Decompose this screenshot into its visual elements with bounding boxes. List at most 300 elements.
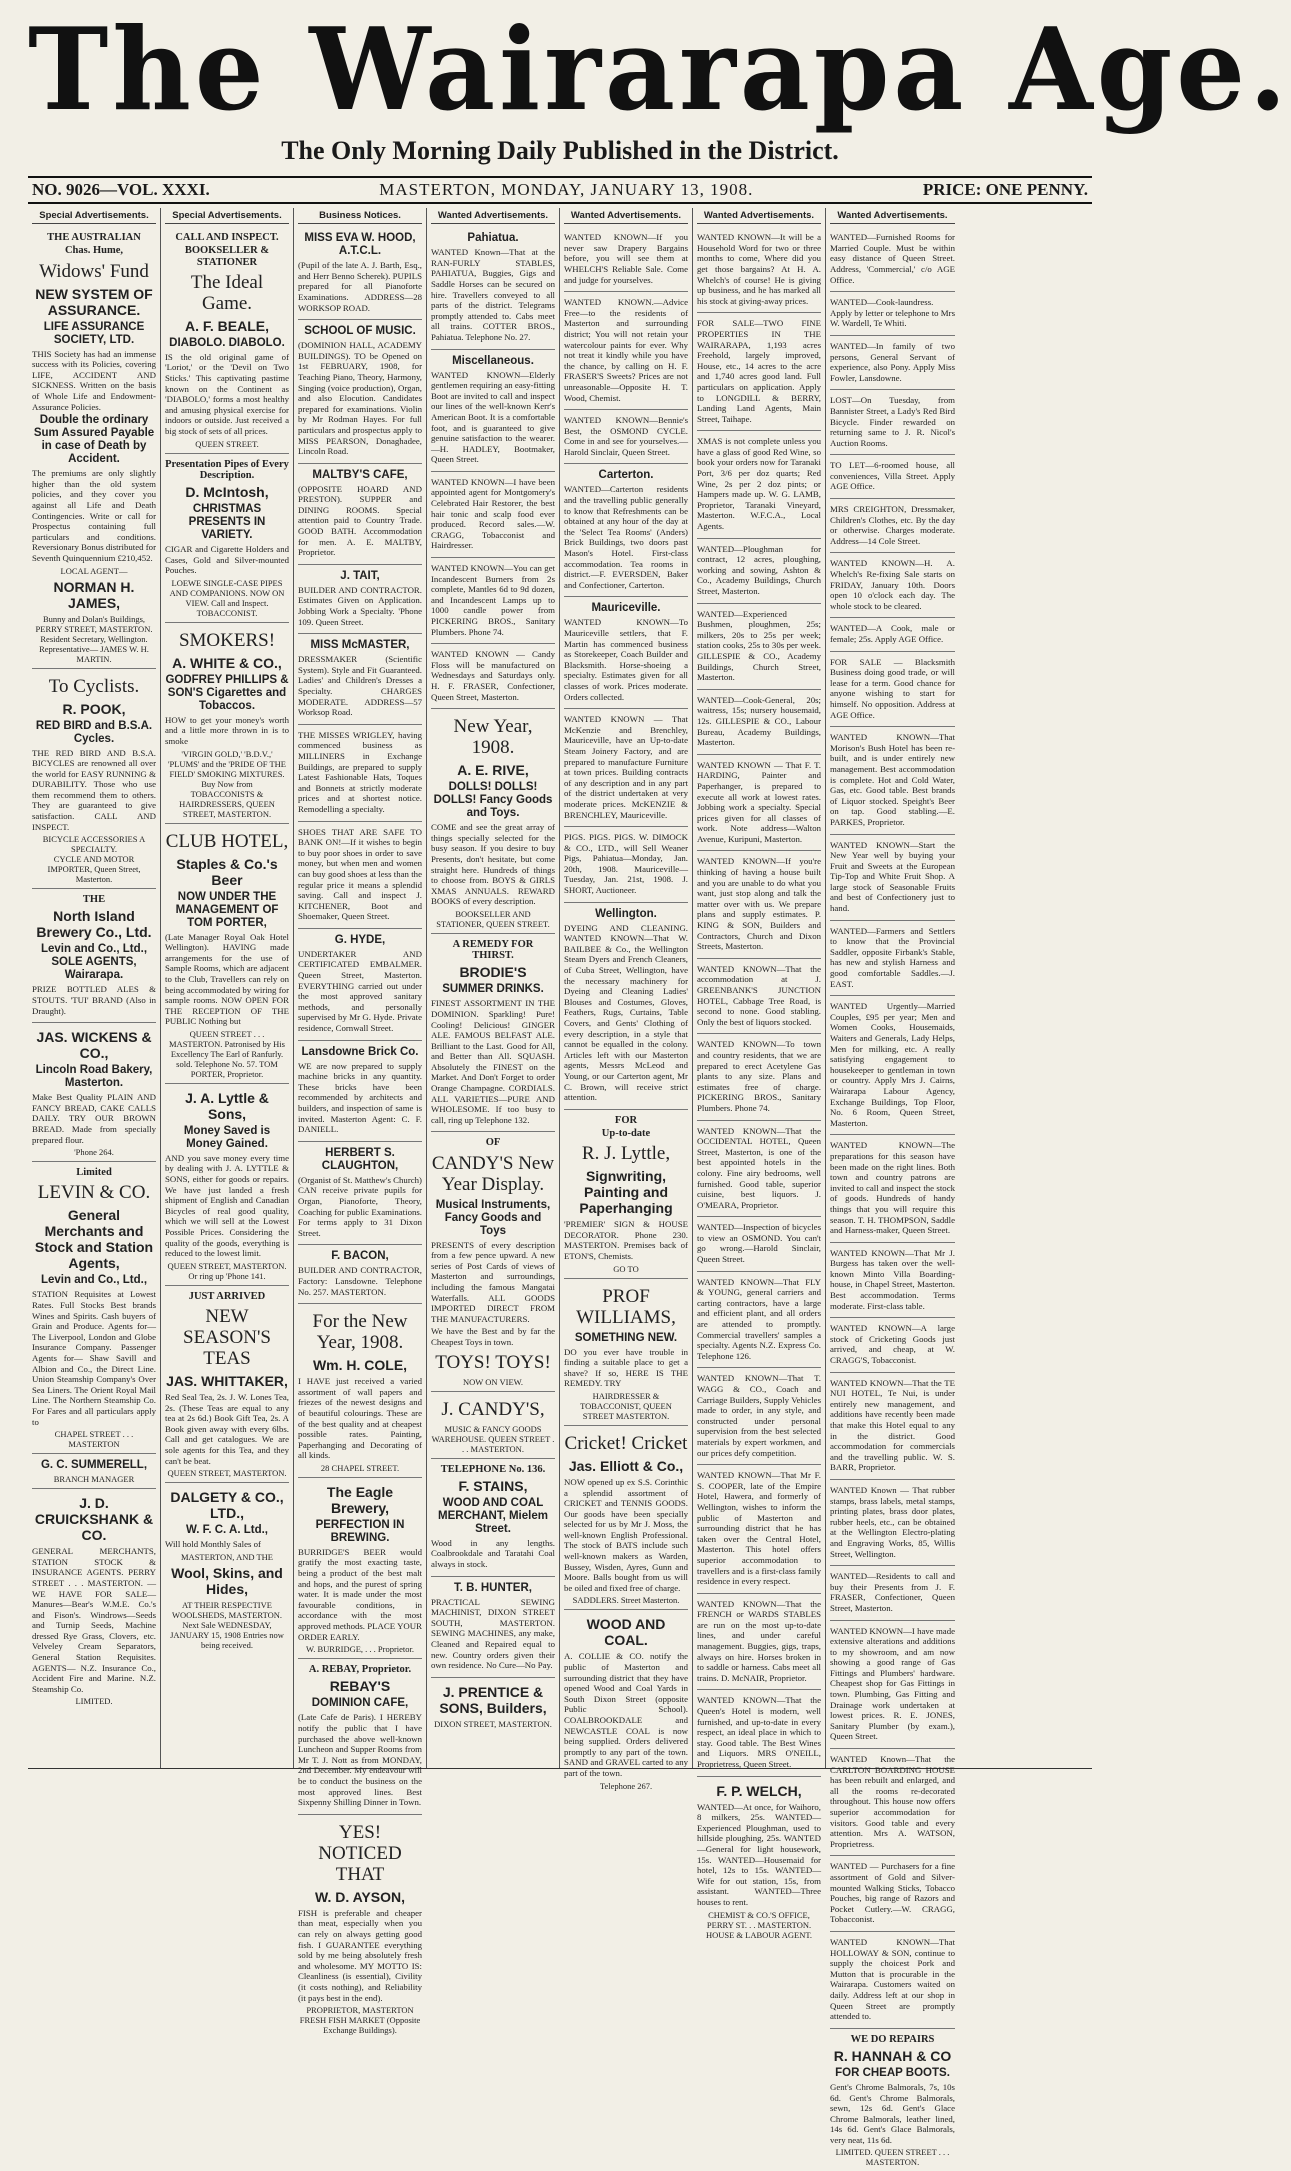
column-header: Wanted Advertisements. — [431, 208, 555, 224]
ad-h-text: Wellington. — [595, 907, 657, 920]
column-1 — [28, 208, 161, 1768]
ad-ody-text: FINEST ASSORTMENT IN THE DOMINION. Sparkling! Pure! Cooling! Delicious! GINGER ALE. FAMOUS BELFAST ALE. Brilliant to the Last. Good for All, and Better than All. SQUASH. Absolutely the FINEST on the Market. And Don't Forget to order Orange Champagne. CORDIALS. ALL VARIETIES—PURE AND WHOLESOME. If too busy to call, ring up Telephone 132. — [431, 998, 555, 1125]
ad-small-text: GO TO — [613, 1263, 639, 1274]
advertisement — [431, 350, 555, 472]
column-header: Special Advertisements. — [32, 208, 156, 224]
ad-ody-text: AND you save money every time by dealing with J. A. LYTTLE & SONS, either for goods or repairs. We have just landed a fresh shipment of English and Canadian Bicycles of real good quality, which we will sell at the Lowest Possible Prices. Considering the quality of the goods, everything is reduced to the lowest limit. — [165, 1152, 289, 1259]
ad-ody-text: DYEING AND CLEANING. WANTED KNOWN—That W. BAILBEE & Co., the Wellington Steam Dyers and French Cleaners, of Cuba Street, Wellington, have the necessary machinery for Dyeing and Cleaning Ladies' Blouses and Costumes, Gloves, Feathers, Rugs, Curtains, Table Covers, and Gents' Clothing of every description, in a style that cannot be equalled in the colony. Articles left with our Masterton agents, Messrs McLeod and Young, or our Carterton agent, Mr C. Brown, will receive strict attention. — [564, 922, 688, 1103]
ad-h-text: F. BACON, — [331, 1250, 389, 1263]
newspaper-title: The Wairarapa Age. — [28, 3, 1291, 137]
advertisement — [564, 709, 688, 827]
ad-ig-text: The Ideal Game. — [190, 271, 264, 314]
ad-ody-text: WANTED—Residents to call and buy their Presents from J. F. FRASER, Confectioner, Queen Street, Masterton. — [830, 1571, 955, 1613]
advertisement — [298, 1815, 422, 2039]
advertisement — [431, 934, 555, 1133]
ad-h-text: LIFE ASSURANCE SOCIETY, LTD. — [43, 320, 145, 346]
advertisement — [697, 1368, 821, 1465]
advertisement — [697, 227, 821, 313]
advertisement — [697, 690, 821, 755]
advertisement — [298, 1041, 422, 1142]
ad-ody-text: NOW opened up ex S.S. Corinthic a splendid assortment of CRICKET and TENNIS GOODS. Our goods have been specially selected for us by Mr J. Moss, the well-known English Professional. The stock of BATS include such well-known makers as Warden, Bussey, Wisden, Ayres, Gunn and Moore. Balls bought from us will be oiled and fixed free of charge. — [564, 1476, 688, 1593]
ad-h-text: NORMAN H. JAMES, — [53, 578, 135, 611]
ad-small-text: TOBACCONISTS & HAIRDRESSERS, QUEEN STREET, MASTERTON. — [179, 788, 275, 819]
ad-small-text: NOW ON VIEW. — [462, 1376, 524, 1387]
advertisement — [830, 227, 955, 292]
ad-h-text: F. P. WELCH, — [716, 1782, 802, 1799]
advertisement — [697, 1594, 821, 1691]
ad-ody-text: WANTED—Experienced Bushmen, ploughmen, 25s; milkers, 20s to 25s per week; station cooks, 25s to 30s per week. GILLESPIE & CO., Academy Buildings, Church Street, Masterton. — [697, 608, 821, 683]
ad-ody-text: THE RED BIRD AND B.S.A. BICYCLES are renowned all over the world for EASY RUNNING & DURABILITY. Those who use them recommend them to others. They are guaranteed to give satisfaction. CALL AND INSPECT. — [32, 747, 156, 832]
ad-h-text: A. E. RIVE, — [457, 762, 529, 779]
advertisement — [830, 390, 955, 455]
ad-h-text: F. STAINS, — [458, 1477, 528, 1494]
ad-h-text: Staples & Co.'s Beer — [176, 855, 278, 888]
advertisement — [564, 292, 688, 410]
column-7 — [826, 208, 959, 2168]
ad-small-text: BOOKSELLER AND STATIONER, QUEEN STREET. — [436, 908, 550, 929]
ad-h-text: Presentation Pipes of Every Description. — [165, 458, 289, 481]
ad-small-text: W. BURRIDGE, . . . Proprietor. — [305, 1644, 415, 1655]
ad-ig-text: YES! NOTICED THAT — [318, 1821, 402, 1885]
ad-ody-text: WANTED—Furnished Rooms for Married Couple. Must be within easy distance of Queen Street. Address, 'Commercial,' c/o AGE Office. — [830, 232, 955, 285]
ad-h-text: Chas. Hume, — [64, 245, 124, 257]
ad-h-text: North Island Brewery Co., Ltd. — [36, 908, 152, 941]
ad-ody-text: WANTED KNOWN—That the Queen's Hotel is modern, well furnished, and up-to-date in every respect, an ideal place in which to stay. Good table. The Best Wines and Liquors. MRS O'NEILL, Proprietress, Queen Street. — [697, 1695, 821, 1770]
advertisement — [830, 292, 955, 336]
ad-h-text: R. POOK, — [62, 700, 126, 717]
ad-ig-text: CANDY'S New Year Display. — [431, 1152, 555, 1195]
ad-ody-text: WANTED KNOWN—Elderly gentlemen requiring an easy-fitting Boot are invited to call and inspect our lines of the well-known Kerr's American Boot. It is a comfortable foot, and is guaranteed to give genuine satisfaction to the wearer.—H. HADLEY, Bootmaker, Queen Street. — [431, 369, 555, 465]
column-5 — [560, 208, 693, 1791]
ad-h-text: RED BIRD and B.S.A. Cycles. — [35, 719, 153, 745]
ad-h-text: JAS. WICKENS & CO., — [36, 1029, 152, 1062]
ad-ig-text: TOYS! TOYS! — [435, 1351, 551, 1373]
ad-ody-text: PRIZE BOTTLED ALES & STOUTS. 'TUI' BRAND (Also in Draught). — [32, 984, 156, 1016]
ad-ody-text: WANTED KNOWN—A large stock of Cricketing Goods just arrived, and cheap, at W. CRAGG'S, Tobacconist. — [830, 1323, 955, 1366]
ad-h-text: A. REBAY, Proprietor. — [308, 1664, 412, 1676]
advertisement — [165, 623, 289, 824]
ad-small-text: HAIRDRESSER & TOBACCONIST, QUEEN STREET MASTERTON. — [580, 1390, 672, 1421]
ad-ody-text: PRESENTS of every description from a few pence upward. A new series of Post Cards of views of Masterton and surroundings, including the famous Mangatai Waterfalls. ALL GOODS IMPORTED DIRECT FROM THE MANUFACTURERS. — [431, 1239, 555, 1324]
advertisement — [298, 725, 422, 822]
ad-ody-text: WANTED KNOWN—That Mr J. Burgess has taken over the well-known Minto Villa Boarding-house, in Chapel Street, Masterton. Best accommodation. Terms moderate. First-class table. — [830, 1247, 955, 1311]
ad-h-text: THE — [82, 894, 106, 906]
advertisement — [564, 410, 688, 464]
ad-small-text: BICYCLE ACCESSORIES A SPECIALTY. — [42, 834, 146, 855]
ad-h-text: A REMEDY FOR THIRST. — [452, 938, 534, 962]
ad-h-text: Double the ordinary Sum Assured Payable in case of Death by Accident. — [33, 414, 155, 466]
advertisement — [298, 1304, 422, 1478]
advertisement — [830, 1243, 955, 1319]
ad-ody-text: WANTED KNOWN—That Morison's Bush Hotel has been re-built, and is under entirely new management. Best accommodation is complete. Hot and Cold Water, Gas, etc. Good table. Best brands of Liquor stocked. Speight's Beer on tap. Good stabling.—E. PARKES, Proprietor. — [830, 732, 955, 827]
advertisement — [298, 634, 422, 725]
ad-small-text: QUEEN STREET . . . MASTERTON. Patronised by His Excellency The Earl of Ranfurly. — [169, 1028, 285, 1059]
ad-ody-text: WANTED KNOWN—Bennie's Best, the OSMOND CYCLE. Come in and see for yourselves.—Harold Sinclair, Queen Street. — [564, 415, 688, 457]
ad-h-text: Miscellaneous. — [452, 354, 534, 367]
ad-ody-text: PRACTICAL SEWING MACHINIST, DIXON STREET SOUTH, MASTERTON. SEWING MACHINES, any make, Cleaned and Repaired equal to new. Country orders given their own residence. No Cure—No Pay. — [431, 1596, 555, 1671]
ad-ody-text: I HAVE just received a varied assortment of wall papers and friezes of the newest designs and of beautiful colourings. These are of the best quality and at cheapest possible rates. Painting, Paperhanging and Decorating of all kinds. — [298, 1376, 422, 1461]
ad-ig-text: PROF WILLIAMS, — [576, 1285, 676, 1328]
column-header: Wanted Advertisements. — [564, 208, 688, 224]
advertisement — [697, 1777, 821, 1944]
ad-h-text: OF — [485, 1137, 501, 1149]
column-header: Special Advertisements. — [165, 208, 289, 224]
ad-h-text: MALTBY'S CAFE, — [312, 468, 408, 481]
advertisement — [431, 558, 555, 644]
price: PRICE: ONE PENNY. — [922, 180, 1088, 199]
ad-ody-text: WANTED KNOWN—That the FRENCH or WARDS STABLES are run on the most up-to-date lines, and under careful management. Buggies, gigs, traps, always on hire. Horses broken in to saddle or harness. Cabs meet all trains. D. McNAIR, Proprietor. — [697, 1598, 821, 1683]
ad-ody-text: MRS CREIGHTON, Dressmaker, Children's Clothes, etc. By the day or otherwise. Charges moderate. Address—14 Cole Street. — [830, 504, 955, 546]
issue-number: NO. 9026—VOL. XXXI. — [32, 180, 210, 199]
ad-ody-text: (Late Manager Royal Oak Hotel Wellington). HAVING made arrangements for the use of Sample Rooms, which are adjacent to the Club, Travellers can rely on being accommodated by wiring for sample rooms. NOW OPEN FOR THE RECEPTION OF THE PUBLIC Nothing but — [165, 931, 289, 1027]
ad-ody-text: COME and see the great array of things specially selected for the busy season. If you desire to buy Presents, don't hesitate, but come straight here. Hundreds of things to choose from. BOYS & GIRLS XMAS ANNUALS. REWARD BOOKS of every description. — [431, 822, 555, 907]
ad-ody-text: WANTED—Cook-General, 20s; waitress, 15s; nursery housemaid, 12s. GILLESPIE & CO., Labour Bureau, Academy Buildings, Masterton. — [697, 694, 821, 748]
ad-ody-text: WANTED KNOWN—That the TE NUI HOTEL, Te Nui, is under entirely new management, and additions have recently been made that make this Hotel equal to any in the district. Good accommodation for commercials and the travelling public. W. S. BARR, Proprietor. — [830, 1377, 955, 1473]
ad-ody-text: WANTED KNOWN—The preparations for this season have been made on the right lines. Both town and country patrons are invited to call and inspect the stock of goods. Hundreds of handy things that you will require this season. T. H. THOMPSON, Saddle and Harness-maker, Queen Street. — [830, 1140, 955, 1236]
advertisement — [697, 431, 821, 538]
ad-ody-text: WANTED Known — That rubber stamps, brass labels, metal stamps, printing plates, brass door plates, rubber heels, etc., can be obtained at the Wellington Electro-plating and Engraving Works, 85, Willis Street, Wellington. — [830, 1484, 955, 1559]
ad-h-text: Mauriceville. — [591, 602, 661, 615]
advertisement — [32, 1454, 156, 1489]
advertisement — [697, 1034, 821, 1120]
advertisement — [165, 1084, 289, 1286]
advertisement — [697, 313, 821, 431]
advertisement — [564, 1426, 688, 1611]
ad-h-text: W. F. C. A. Ltd., — [186, 1524, 268, 1537]
advertisement — [830, 336, 955, 390]
advertisement — [697, 1121, 821, 1218]
ad-small-text: Bunny and Dolan's Buildings, PERRY STREET, MASTERTON. — [35, 613, 153, 634]
advertisement — [298, 929, 422, 1041]
advertisement — [830, 1932, 955, 2029]
ad-h-text: PERFECTION IN BREWING. — [315, 1518, 405, 1544]
ad-small-text: CHEMIST & CO.'S OFFICE, PERRY ST. . . MASTERTON. HOUSE & LABOUR AGENT. — [705, 1909, 813, 1940]
column-3 — [294, 208, 427, 2036]
ad-ody-text: We have the Best and by far the Cheapest Toys in town. — [431, 1326, 555, 1347]
ad-ody-text: WANTED KNOWN—It will be a Household Word for two or three months to come, Where did you get those bargains? At H. A. Whelch's of course! He is giving up business, and he has marked all his stock at giving-away prices. — [697, 232, 821, 306]
ad-ody-text: Red Seal Tea, 2s. J. W. Lones Tea, 2s. (These Teas are equal to any tea at 2s 6d.) Book Gift Tea, 2s. A Book given away with every 6lbs. Call and get catalogues. We are sole agents for this Tea, and they can't be beat. — [165, 1392, 289, 1466]
advertisement — [431, 1392, 555, 1459]
ad-h-text: DOMINION CAFE, — [311, 1697, 409, 1710]
ad-small-text: MUSIC & FANCY GOODS WAREHOUSE. QUEEN STREET . . . MASTERTON. — [431, 1423, 555, 1454]
ad-ody-text: WANTED KNOWN—To Mauriceville settlers, that F. Martin has commenced business as Storekeeper, Coach Builder and Blacksmith. Horse-shoeing a specialty. Estimates given for all classes of work. Prices moderate. Orders collected. — [564, 617, 688, 702]
advertisement — [431, 1577, 555, 1678]
advertisement — [431, 472, 555, 558]
ad-h-text: JUST ARRIVED — [188, 1290, 266, 1302]
column-header: Wanted Advertisements. — [830, 208, 955, 224]
ad-ody-text: Gent's Chrome Balmorals, 7s, 10s 6d. Gent's Chrome Balmorals, sewn, 12s 6d. Gent's Glace Chrome Balmorals, leather lined, 14s 6d. Gent's Glace Balmorals, very neat, 11s 6d. — [830, 2081, 955, 2145]
advertisement — [830, 1856, 955, 1932]
ad-h-text: Jas. Elliott & Co., — [568, 1457, 684, 1474]
dateline-bar — [28, 176, 1092, 204]
ad-ody-text: WANTED KNOWN—That FLY & YOUNG, general carriers and carting contractors, have a large and efficient plant, and all orders are attended to promptly. Commercial travellers' samples a specialty. Agents N.Z. Express Co. Telephone 126. — [697, 1276, 821, 1361]
advertisement — [298, 1478, 422, 1659]
ad-ody-text: Make Best Quality PLAIN AND FANCY BREAD, CAKE CALLS DAILY. TRY OUR BROWN BREAD. Made from specially prepared flour. — [32, 1092, 156, 1145]
ad-h-text: D. McIntosh, — [185, 483, 269, 500]
ad-h-text: SOMETHING NEW. — [574, 1331, 678, 1344]
ad-ody-text: (Late Cafe de Paris). I HEREBY notify the public that I have purchased the above well-known Luncheon and Supper Rooms from Mr T. J. Nott as from MONDAY, 2nd December. My endeavour will be to conduct the business on the most approved lines. Best Sixpenny Shilling Dinner in Town. — [298, 1712, 422, 1808]
advertisement — [32, 1489, 156, 1710]
ad-h-text: CHRISTMAS PRESENTS IN VARIETY. — [188, 502, 266, 541]
advertisement — [431, 1678, 555, 1733]
ad-ig-text: SMOKERS! — [178, 629, 276, 651]
ad-h-text: Carterton. — [598, 469, 654, 482]
ad-h-text: REBAY'S — [329, 1678, 391, 1695]
ad-ody-text: WANTED KNOWN—I have made extensive alterations and additions to my showroom, and am now showing a good range of Gas Fittings and Plumbers' hardware. Cheapest shop for Gas Fittings in town. Plumbing, Gas Fitting and Drainage work undertaken at lowest prices. R. E. JONES, Sanitary Plumber (by exam.), Queen Street. — [830, 1625, 955, 1742]
ad-small-text: BRANCH MANAGER — [53, 1474, 135, 1485]
ad-h-text: MISS EVA W. HOOD, A.T.C.L. — [304, 232, 416, 258]
ad-h-text: J. D. CRUICKSHANK & CO. — [34, 1495, 154, 1544]
ad-h-text: G. C. SUMMERELL, — [40, 1459, 148, 1472]
advertisement — [32, 889, 156, 1023]
ad-ody-text: (DOMINION HALL, ACADEMY BUILDINGS). TO be Opened on 1st FEBRUARY, 1908, for Teaching Piano, Theory, Harmony, Singing (voice production), Organ, and also Elocution. Candidates prepared for examinations. Violin by Mr Rodman Hayes. For full particulars and prospectus apply to MISS PEARSON, Donaghadee, Lincoln Road. — [298, 340, 422, 457]
ad-small-text: AT THEIR RESPECTIVE WOOLSHEDS, MASTERTON. Next Sale WEDNESDAY, JANUARY 15, 1908 Entries now being received. — [170, 1599, 284, 1650]
advertisement — [165, 1286, 289, 1483]
advertisement — [32, 227, 156, 668]
ad-ody-text: WANTED KNOWN—H. A. Whelch's Re-fixing Sale starts on FRIDAY, January 10th. Doors open 10 o'clock each day. The whole stock to be cleared. — [830, 558, 955, 611]
ad-ody-text: WANTED KNOWN—That HOLLOWAY & SON, continue to supply the choicest Pork and Mutton that is procurable in the Wairarapa. Customers waited on daily. Address left at our shop in Queen Street are promptly attended to. — [830, 1936, 955, 2022]
ad-ody-text: WANTED—Inspection of bicycles to view an OSMOND. You can't go wrong.—Harold Sinclair, Queen Street. — [697, 1222, 821, 1265]
advertisement — [830, 921, 955, 997]
advertisement — [298, 320, 422, 464]
ad-h-text: HERBERT S. CLAUGHTON, — [321, 1146, 399, 1172]
advertisement — [431, 1132, 555, 1391]
ad-h-text: GODFREY PHILLIPS & SON'S Cigarettes and Tobaccos. — [165, 673, 289, 712]
ad-h-text: J. TAIT, — [340, 569, 380, 582]
ad-ody-text: IS the old original game of 'Loriot,' or the 'Devil on Two Sticks.' This captivating pastime known on the Continent as 'DIABOLO,' forms a most healthy and amusing physical exercise for indoors or outside. Just received a big stock of sets of all prices. — [165, 351, 289, 436]
ad-ody-text: WANTED KNOWN—To town and country residents, that we are prepared to erect Acetylene Gas plants to any size. Plans and estimates free of charge. PICKERING BROS., Sanitary Plumbers. Phone 74. — [697, 1039, 821, 1113]
ad-ody-text: The premiums are only slightly higher than the old system policies, and they cover you against all Life and Death Contingencies. Write or call for Prospectus containing full particulars and conditions. Reversionary Bonus distributed for Seventh Quinquennium £210,452. — [32, 468, 156, 563]
advertisement — [830, 835, 955, 921]
ad-small-text: Telephone 267. — [599, 1780, 653, 1791]
ad-h-text: FOR — [614, 1114, 638, 1126]
ad-ody-text: WANTED KNOWN—If you're thinking of having a house built and you are unable to do what you want, just stop along and talk the matter over with us. We prepare plans and supply estimates. P. KING & SON, Builders and Contractors, Church and Dixon Streets, Masterton. — [697, 856, 821, 952]
advertisement — [830, 727, 955, 834]
ad-h-text: Wool, Skins, and Hides, — [171, 1564, 283, 1597]
ad-small-text: LIMITED. — [75, 1696, 113, 1707]
advertisement — [564, 827, 688, 903]
advertisement — [830, 652, 955, 728]
ad-ody-text: 'PREMIER' SIGN & HOUSE DECORATOR. Phone 230. MASTERTON. Premises back of ETON'S, Chemists. — [564, 1219, 688, 1261]
advertisement — [830, 499, 955, 553]
advertisement — [830, 1749, 955, 1856]
ad-ody-text: BUILDER AND CONTRACTOR. Estimates Given on Application. Jobbing Work a Specialty. 'Phone 109. Queen Street. — [298, 584, 422, 627]
ad-ody-text: SHOES THAT ARE SAFE TO BANK ON!—If it wishes to begin to buy poor shoes in order to save money, but when men and women can buy good shoes at less than the regular price it means a splendid saving. Call and inspect J. KITCHENER, Boot and Shoemaker, Queen Street. — [298, 826, 422, 922]
ad-ody-text: STATION Requisites at Lowest Rates. Full Stocks Best brands Wines and Spirits. Cash buyers of Grain and Produce. Agents for— The Liverpool, London and Globe Insurance Company. Passenger Agents for— Shaw Savill and Albion and Co., the Direct Line. Union Steamship Company's Over Sea Liners. The Orient Royal Mail Line. The Northern Steamship Co. For Fares and all particulars apply to — [32, 1289, 156, 1427]
ad-small-text: QUEEN STREET, MASTERTON. Or ring up 'Phone 141. — [167, 1260, 287, 1281]
advertisement — [165, 824, 289, 1084]
ad-ody-text: Will hold Monthly Sales of — [165, 1539, 261, 1550]
ad-small-text: PROPRIETOR, MASTERTON FRESH FISH MARKET (Opposite Exchange Buildings). — [299, 2005, 421, 2036]
ad-small-text: TOBACCONIST. — [196, 607, 258, 618]
ad-h-text: R. HANNAH & CO — [833, 2047, 952, 2064]
ad-h-text: THE AUSTRALIAN — [47, 232, 141, 244]
ad-ody-text: WANTED KNOWN — That F. T. HARDING, Painter and Paperhanger, is prepared to execute all work at lowest rates. Jobbing work a specialty. Special prices given for all classes of work. Note address—Walton Avenue, Kuripuni, Masterton. — [697, 759, 821, 844]
ad-ody-text: WANTED KNOWN—That T. WAGG & CO., Coach and Carriage Builders, Supply Vehicles made to order, in any style, and constructed under personal supervision from the best selected materials by expert workmen, and our prices defy competition. — [697, 1373, 821, 1458]
advertisement — [431, 227, 555, 349]
ad-h-text: DOLLS! DOLLS! DOLLS! Fancy Goods and Toys. — [433, 781, 553, 820]
advertisement — [32, 1023, 156, 1162]
ad-h-text: Limited — [76, 1167, 112, 1179]
ad-small-text: SADDLERS. Street Masterton. — [572, 1595, 680, 1606]
ad-h-text: Lansdowne Brick Co. — [301, 1045, 419, 1058]
ad-ig-text: For the New Year, 1908. — [312, 1311, 408, 1354]
ad-small-text: LOEWE SINGLE-CASE PIPES AND COMPANIONS. NOW ON VIEW. Call and Inspect. — [169, 577, 285, 608]
advertisement — [298, 227, 422, 320]
ad-ody-text: WANTED—A Cook, male or female; 25s. Apply AGE Office. — [830, 623, 955, 645]
ad-h-text: WOOD AND COAL MERCHANT, Mielem Street. — [438, 1496, 548, 1535]
advertisement — [32, 669, 156, 890]
ad-ody-text: WANTED — Purchasers for a fine assortment of Gold and Silver-mounted Walking Sticks, Tobacco Pouches, big range of Razors and Pocket Cutlery.—W. CRAGG, Tobacconist. — [830, 1861, 955, 1925]
ad-ig-text: Widows' Fund — [39, 260, 149, 282]
ad-h-text: CALL AND INSPECT. — [175, 232, 279, 244]
ad-h-text: J. PRENTICE & SONS, Builders, — [439, 1683, 547, 1716]
ad-h-text: WOOD AND COAL. — [586, 1616, 666, 1649]
ad-h-text: Money Saved is Money Gained. — [183, 1124, 271, 1150]
advertisement — [697, 1690, 821, 1776]
advertisement — [165, 454, 289, 623]
ad-h-text: The Eagle Brewery, — [326, 1483, 394, 1516]
ad-ody-text: WANTED KNOWN.—Advice Free—to the residents of Masterton and surrounding district; You will not retain your watercolour paints for ever. Why not treat it kindly while you have the chance, by calling on H. F. FRASER'S Sweets? Prices are not unreasonable—Opposite H. T. Wood, Chemist. — [564, 297, 688, 403]
ad-h-text: NEW SYSTEM OF ASSURANCE. — [35, 285, 153, 318]
ad-h-text: DIABOLO. DIABOLO. — [169, 336, 285, 349]
ad-ody-text: WANTED Known—That the CARLTON BOARDING HOUSE has been rebuilt and enlarged, and all the rooms re-decorated throughout. This house now offers superior accommodation for visitors. Good table and every attention. Mrs A. WATSON, Proprietress. — [830, 1754, 955, 1849]
ad-ody-text: WANTED—In family of two persons, General Servant of experience, also Pony. Apply Miss Fowler, Lansdowne. — [830, 340, 955, 383]
ad-ody-text: WANTED KNOWN—That the accommodation at J. GREENBANK'S JUNCTION HOTEL, Cabbage Tree Road, is second to none. Good stabling. Only the best of liquors stocked. — [697, 963, 821, 1027]
ad-h-text: General Merchants and Stock and Station Agents, — [34, 1207, 154, 1272]
ad-ody-text: UNDERTAKER AND CERTIFICATED EMBALMER. Queen Street, Masterton. EVERYTHING carried out under the most approved sanitary methods, and personally supervised by Mr G. Hyde. Private residence, Cornwall Street. — [298, 948, 422, 1034]
advertisement — [830, 455, 955, 499]
advertisement — [830, 553, 955, 618]
advertisement — [431, 1459, 555, 1577]
advertisement — [564, 227, 688, 292]
column-6 — [693, 208, 826, 1940]
ad-ody-text: XMAS is not complete unless you have a glass of good Red Wine, so book your orders now for Taranaki Port, 3/6 per doz quarts; Red Wine, 2s per 2 doz pints; or Hampers made up. W. G. LAMB, Proprietor, Taranaki Vineyard, Masterton. W.F.C.A., Local Agents. — [697, 436, 821, 532]
ad-ig-text: New Year, 1908. — [453, 716, 533, 759]
ad-small-text: 'VIRGIN GOLD,' 'B.D.V.,' 'PLUMS' and the 'PRIDE OF THE FIELD' SMOKING MIXTURES. Buy Now from — [167, 748, 286, 789]
advertisement — [697, 1217, 821, 1271]
ad-h-text: A. WHITE & CO., — [172, 654, 282, 671]
ad-ody-text: WANTED—Farmers and Settlers to know that the Provincial Saddler, opposite Firbank's Stable, has new and stylish Harness and good comfortable Saddles.—J. EAST. — [830, 925, 955, 989]
ad-ody-text: TO LET—6-roomed house, all conveniences, Villa Street. Apply AGE Office. — [830, 460, 955, 492]
ad-ody-text: WE are now prepared to supply machine bricks in any quantity. These bricks have been recommended by architects and builders, and inspection of same is invited. Masterton Agent: C. F. DANIELL. — [298, 1060, 422, 1135]
ad-h-text: TELEPHONE No. 136. — [440, 1463, 546, 1475]
ad-h-text: Up-to-date — [601, 1127, 651, 1139]
advertisement — [564, 903, 688, 1110]
ad-small-text: LOCAL AGENT— — [60, 565, 128, 576]
ad-h-text: W. D. AYSON, — [315, 1888, 405, 1905]
advertisement — [697, 1272, 821, 1369]
advertisement — [697, 539, 821, 604]
advertisement — [298, 464, 422, 565]
ad-ody-text: A. COLLIE & CO. notify the public of Masterton and surrounding district that they have opened Wood and Coal Yards in South Dixon Street (opposite Public School). COALBROOKDALE and NEWCASTLE COAL is now being supplied. Orders delivered promptly to any part of the town. SAND and GRAVEL carted to any part of the town. — [564, 1651, 688, 1778]
column-header: Wanted Advertisements. — [697, 208, 821, 224]
advertisement — [564, 1279, 688, 1426]
ad-h-text: FOR CHEAP BOOTS. — [835, 2066, 950, 2079]
ad-h-text: Levin and Co., Ltd., — [40, 1274, 148, 1287]
ad-h-text: SCHOOL OF MUSIC. — [304, 325, 416, 338]
ad-small-text: Resident Secretary, Wellington. Representative— JAMES W. H. MARTIN. — [39, 633, 149, 664]
advertisement — [697, 755, 821, 852]
advertisement — [564, 597, 688, 709]
ad-ody-text: BUILDER AND CONTRACTOR, Factory: Lansdowne. Telephone No. 257. MASTERTON. — [298, 1265, 422, 1297]
ad-ig-text: Cricket! Cricket — [564, 1432, 688, 1454]
ad-ig-text: R. J. Lyttle, — [581, 1143, 671, 1165]
ad-ody-text: WANTED KNOWN—Start the New Year well by buying your Fruit and Sweets at the European Tip-Top and White Fruit Shop. A large stock of Seasonable Fruits and best of Confectionery just to hand. — [830, 839, 955, 914]
advertisement — [830, 2029, 955, 2171]
place-date: MASTERTON, MONDAY, JANUARY 13, 1908. — [379, 180, 754, 199]
ad-h-text: SUMMER DRINKS. — [442, 983, 544, 996]
ad-ody-text: WANTED—Cook-laundress. Apply by letter or telephone to Mrs W. Wardell, Te Whiti. — [830, 297, 955, 329]
ad-h-text: T. B. HUNTER, — [454, 1581, 532, 1594]
advertisement — [697, 604, 821, 690]
advertisement — [431, 644, 555, 709]
ad-small-text: sold. Telephone No. 57. TOM PORTER, Proprietor. — [176, 1058, 278, 1079]
ad-ig-text: LEVIN & CO. — [37, 1182, 151, 1204]
column-header: Business Notices. — [298, 208, 422, 224]
ad-h-text: JAS. WHITTAKER, — [166, 1373, 288, 1390]
advertisement — [564, 1110, 688, 1279]
advertisement — [830, 618, 955, 651]
ad-ody-text: WANTED KNOWN—You can get Incandescent Burners from 2s complete, Mantles 6d to 9d dozen, and Incandescent Lamps up to 1000 candle power from PICKERING BROS., Sanitary Plumbers. Phone 74. — [431, 563, 555, 637]
ad-h-text: A. F. BEALE, — [184, 317, 269, 334]
ad-h-text: Levin and Co., Ltd., SOLE AGENTS, Wairarapa. — [40, 943, 148, 982]
ad-ody-text: WANTED KNOWN—That the OCCIDENTAL HOTEL, Queen Street, Masterton, is one of the best appointed hotels in the colony. Fine airy bedrooms, well furnished. Good table, superior cuisine, best liquors. J. O'MEARA, Proprietor. — [697, 1125, 821, 1210]
ad-small-text: CYCLE AND MOTOR IMPORTER, Queen Street, Masterton. — [47, 854, 141, 885]
ad-h-text: J. A. Lyttle & Sons, — [185, 1089, 269, 1122]
ad-ody-text: DO you ever have trouble in finding a suitable place to get a shave? If so, HERE IS THE REMEDY. TRY — [564, 1346, 688, 1389]
ad-small-text: DIXON STREET, MASTERTON. — [434, 1718, 552, 1729]
ad-ody-text: WANTED KNOWN — That McKenzie and Brenchley, Mauriceville, have an Up-to-date Steam Joinery Factory, and are prepared to manufacture Furniture at town prices. Building contracts of any description and in any part of the district undertaken at very moderate prices. McKENZIE & BRENCHLEY, Mauriceville. — [564, 714, 688, 820]
advertisement — [830, 1135, 955, 1242]
advertisement — [830, 996, 955, 1135]
advertisement — [697, 851, 821, 958]
ad-ody-text: GENERAL MERCHANTS, STATION STOCK & INSURANCE AGENTS. PERRY STREET . . . MASTERTON. —WE HAVE FOR SALE— Manures—Bear's W.M.E. Co.'s and Fison's. Windrows—Seeds and Turnip Seeds, Machine dressed Rye Grass, Clovers, etc. Velveley Cream Separators, General Station Requisites. AGENTS— N.Z. Insurance Co., Accident Fire and Marine. N.Z. Steamship Co. — [32, 1546, 156, 1694]
ad-ody-text: WANTED KNOWN—I have been appointed agent for Montgomery's Celebrated Hair Restorer, the best hair tonic and scalp food ever produced. Record sales.—W. CRAGG, Tobacconist and Hairdresser. — [431, 476, 555, 551]
ad-small-text: QUEEN STREET, MASTERTON. — [167, 1468, 287, 1479]
advertisement — [298, 1659, 422, 1815]
ad-ody-text: Wood in any lengths. Coalbrookdale and Taratahi Coal always in stock. — [431, 1537, 555, 1569]
ad-ody-text: WANTED—Carterton residents and the travelling public generally to know that Refreshments can be obtained at any hour of the day at the 'Select Tea Rooms' (Anders) Brick Buildings, two doors past Mason's Hotel. First-class accommodation. Tea rooms in district.—F. EVERSDEN, Baker and Confectioner, Carterton. — [564, 484, 688, 590]
advertisement — [165, 1483, 289, 1654]
ad-ig-text: J. CANDY'S, — [441, 1398, 545, 1420]
ad-h-text: Pahiatua. — [467, 232, 519, 245]
advertisement — [830, 1318, 955, 1372]
ad-h-text: Musical Instruments, Fancy Goods and Toys — [435, 1198, 551, 1237]
ad-ody-text: WANTED KNOWN — Candy Floss will be manufactured on Wednesdays and Saturdays only. H. F. FRASER, Confectioner, Queen Street, Masterton. — [431, 649, 555, 702]
ad-ody-text: WANTED—At once, for Waihoro, 8 milkers, 25s. WANTED—Experienced Ploughman, used to hillside ploughing, 25s. WANTED—General for light housework, 15s. WANTED—Housemaid for hotel, 12s to 15s. WANTED—Wife for out station, 15s, from assistant. WANTED—Three houses to rent. — [697, 1801, 821, 1907]
advertisement — [830, 1566, 955, 1620]
advertisement — [697, 1465, 821, 1594]
ad-small-text: 28 CHAPEL STREET. — [320, 1462, 400, 1473]
column-2 — [161, 208, 294, 1768]
advertisement — [830, 1621, 955, 1750]
ad-ody-text: FISH is preferable and cheaper than meat, especially when you can rely on always getting good fish. I GUARANTEE everything sold by me being absolutely fresh and wholesome. MY MOTTO IS: Cleanliness (is essential), Civility (it costs nothing), and Reliability (it pays best in the end). — [298, 1907, 422, 2003]
ad-ody-text: WANTED—Ploughman for contract, 12 acres, ploughing, working and sowing, Ashton & Co., Academy Buildings, Church Street, Masterton. — [697, 543, 821, 597]
masthead — [28, 3, 1291, 137]
ad-ody-text: WANTED Known—That at the RAN-FURLY STABLES, PAHIATUA, Buggies, Gigs and Saddle Horses can be secured on hire. Travellers conveyed to all parts of the district. Telegrams promptly attended to. Cabs meet all trains. COTTER BROS., Pahiatua. Telephone No. 27. — [431, 247, 555, 342]
ad-ody-text: PIGS. PIGS. PIGS. W. DIMOCK & CO., LTD., will Sell Weaner Pigs, Pahiatua—Monday, Jan. 20th, 1908. Mauriceville—Tuesday, Jan. 21st, 1908. J. SHORT, Auctioneer. — [564, 832, 688, 896]
column-4 — [427, 208, 560, 1768]
ad-small-text: QUEEN STREET. — [195, 438, 259, 449]
ad-h-text: WE DO REPAIRS — [850, 2033, 935, 2045]
ad-h-text: NOW UNDER THE MANAGEMENT OF TOM PORTER, — [175, 890, 279, 929]
ad-small-text: MASTERTON, AND THE — [181, 1551, 273, 1562]
ad-small-text: 'Phone 264. — [74, 1147, 114, 1158]
ad-ody-text: FOR SALE—TWO FINE PROPERTIES IN THE WAIRARAPA, 1,193 acres Freehold, largely improved, House, etc., 14 acres to the acre and 1,740 acres good land. Full particulars on application. Apply to LONGDILL & BERRY, Landing Land Agents, Main Street, Taihape. — [697, 318, 821, 424]
ad-h-text: MISS McMASTER, — [310, 639, 410, 652]
advertisement — [830, 1373, 955, 1480]
